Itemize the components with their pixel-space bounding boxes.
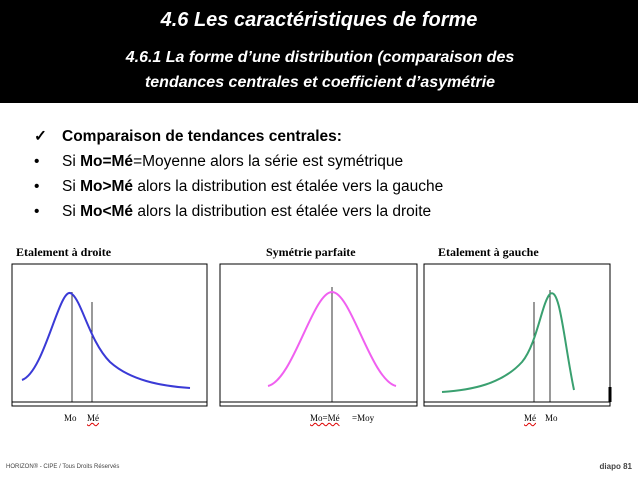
slide-number: diapo 81 (599, 462, 632, 471)
copyright-footer: HORIZON® - CIPE / Tous Droits Réservés (6, 464, 120, 470)
symmetric-curve-panel (218, 262, 420, 412)
bullet-condition: Mo>Mé (80, 178, 134, 195)
axis-label-moy: =Moy (352, 413, 375, 423)
left-skew-curve (442, 293, 574, 392)
subtitle-line-1: 4.6.1 La forme d’une distribution (comparaison des (125, 49, 515, 66)
panel-frame (220, 264, 417, 406)
bullet-prefix: Si (62, 153, 81, 170)
bullet-dot-icon: • (34, 203, 40, 220)
title-bar (0, 0, 638, 103)
panel-frame (424, 264, 610, 406)
bullet-rest: alors la distribution est étalée vers la gauche (133, 178, 444, 195)
axis-label-mo-me: Mo=Mé (310, 413, 340, 423)
check-icon: ✓ (34, 128, 47, 145)
left-skew-curve-panel (422, 262, 614, 412)
panel-frame (12, 264, 207, 406)
axis-label-me: Mé (524, 413, 536, 423)
bullet-dot-icon: • (34, 153, 40, 170)
bullet-dot-icon: • (34, 178, 40, 195)
bullet-prefix: Si (62, 203, 81, 220)
bullet-condition: Mo<Mé (80, 203, 134, 220)
panel-title-symmetric: Symétrie parfaite (266, 245, 356, 259)
bullet-rest: =Moyenne alors la série est symétrique (133, 153, 404, 170)
bullet-item-text (62, 199, 431, 224)
panel-title-right-skew: Etalement à droite (16, 245, 112, 259)
axis-label-mo: Mo (64, 413, 77, 423)
subtitle-line-2: tendances centrales et coefficient d’asymétrie (144, 74, 496, 91)
bullet-list (34, 124, 624, 224)
right-skew-curve (22, 293, 190, 388)
right-skew-curve-panel (10, 262, 210, 412)
bullet-item-text (62, 149, 403, 174)
bullet-item (34, 174, 624, 199)
axis-label-mo: Mo (545, 413, 558, 423)
bullet-rest: alors la distribution est étalée vers la droite (133, 203, 432, 220)
slide-title: 4.6 Les caractéristiques de forme (160, 9, 478, 31)
axis-label-me: Mé (87, 413, 99, 423)
slide-subtitle (40, 45, 600, 95)
bullet-item (34, 199, 624, 224)
bullet-prefix: Si (62, 178, 81, 195)
bullet-item (34, 149, 624, 174)
bullet-item-text (62, 174, 443, 199)
bullet-heading (34, 124, 624, 149)
bullet-heading-text: Comparaison de tendances centrales: (62, 128, 342, 145)
panel-title-left-skew: Etalement à gauche (438, 245, 539, 259)
bullet-condition: Mo=Mé (80, 153, 134, 170)
